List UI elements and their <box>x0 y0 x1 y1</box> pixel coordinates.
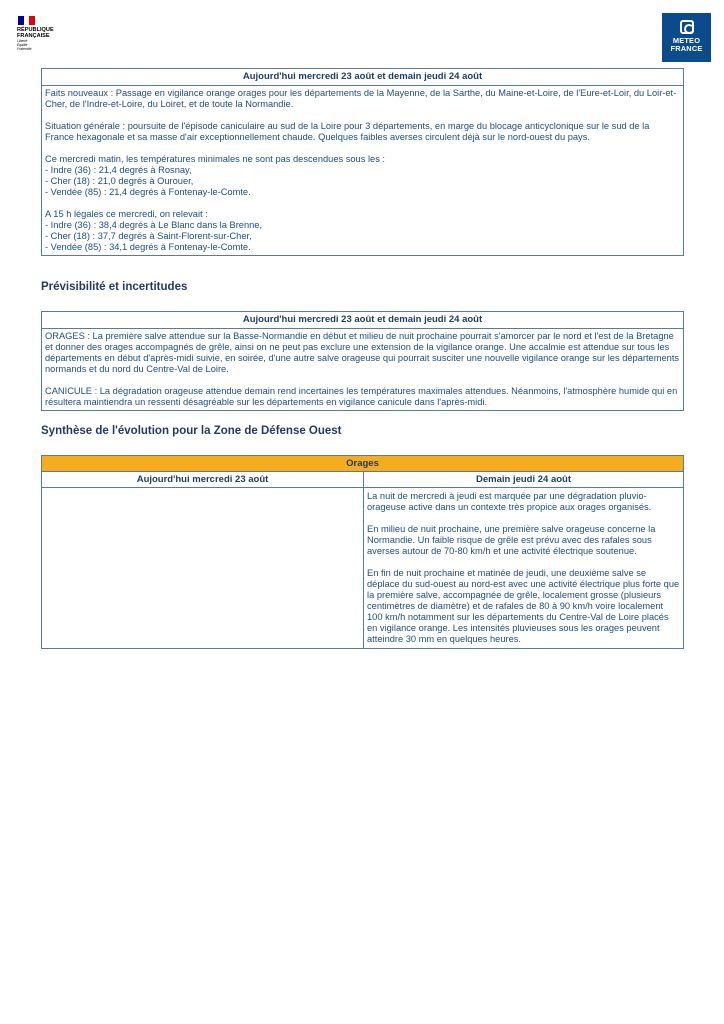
temperatures-minimales-intro: Ce mercredi matin, les températures minimales ne sont pas descendues sous les : <box>45 154 386 164</box>
meteo-france-symbol-icon <box>680 20 694 34</box>
synthese-col2-paragraph-3: En fin de nuit prochaine et matinée de jeudi, une deuxième salve se déplace du sud-ouest au nord-est avec une activité électrique plus forte que la première salve, accompagnée de grêle, localement grosse (plusieurs centimètres de diamètre) et de rafales de 80 à 90 km/h voire localement 100 km/h notamment sur les départements du Centre-Val de Loire placés en vigilance orange. Les intensités pluvieuses sous les orages peuvent atteindre 30 mm en quelques heures. <box>367 568 680 644</box>
tmin-cher: - Cher (18) : 21,0 degrés à Ourouer, <box>45 176 194 186</box>
motto-fraternite: Fraternité <box>17 46 32 51</box>
motto <box>17 40 77 51</box>
synthese-orages-header: Orages <box>42 456 684 472</box>
previsibilite-box-heading: Aujourd'hui mercredi 23 août et demain jeudi 24 août <box>42 312 683 329</box>
synthese-title: Synthèse de l'évolution pour la Zone de Défense Ouest <box>41 425 342 437</box>
tmax-indre: - Indre (36) : 38,4 degrés à Le Blanc dans la Brenne, <box>45 220 263 230</box>
tmin-vendee: - Vendée (85) : 21,4 degrés à Fontenay-le-Comte. <box>45 187 251 197</box>
motto-liberte: Liberté <box>17 39 28 43</box>
synthese-col1-title: Aujourd'hui mercredi 23 août <box>42 472 364 488</box>
releves-15h-intro: A 15 h légales ce mercredi, on relevait : <box>45 209 208 219</box>
meteo-france-logo <box>662 13 711 62</box>
previsibilite-title: Prévisibilité et incertitudes <box>41 281 188 293</box>
situation-box-heading: Aujourd'hui mercredi 23 août et demain jeudi 24 août <box>42 69 683 86</box>
synthese-col2-cell <box>364 488 684 649</box>
situation-generale-paragraph: Situation générale : poursuite de l'épisode caniculaire au sud de la Loire pour 3 départements, en marge du blocage anticyclonique sur le sud de la France hexagonale et sa masse d'air exceptionnellement chaude. Quelques faibles averses circulent déjà sur le nord-ouest du pays. <box>45 121 650 142</box>
flag-red-band <box>29 16 35 25</box>
tmax-vendee: - Vendée (85) : 34,1 degrés à Fontenay-le-Comte. <box>45 242 251 252</box>
synthese-table <box>41 455 684 649</box>
synthese-col1-cell <box>42 488 364 649</box>
canicule-paragraph: CANICULE : La dégradation orageuse attendue demain rend incertaines les températures maximales attendues. Néanmoins, l'atmosphère humide qui en résultera maintiendra un ressenti désagréable sur les départements en vigilance canicule dans l'après-midi. <box>45 386 678 407</box>
faits-nouveaux-paragraph: Faits nouveaux : Passage en vigilance orange orages pour les départements de la Mayenne, de la Sarthe, du Maine-et-Loire, de l'Eure-et-Loir, du Loir-et-Cher, de l'Indre-et-Loire, du Loiret, et de toute la Normandie. <box>45 88 677 109</box>
motto-egalite: Égalité <box>17 42 28 47</box>
synthese-col2-paragraph-2: En milieu de nuit prochaine, une première salve orageuse concerne la Normandie. Un faible risque de grêle est prévu avec des rafales sous averses autour de 70-80 km/h et une activité électrique soutenue. <box>367 524 656 556</box>
situation-box <box>41 68 684 256</box>
previsibilite-box-body <box>42 329 683 410</box>
situation-box-body <box>42 86 683 255</box>
synthese-col2-paragraph-1: La nuit de mercredi à jeudi est marquée par une dégradation pluvio-orageuse active dans un contexte très propice aux orages organisés. <box>367 491 652 512</box>
meteo-france-name <box>662 37 711 53</box>
tmax-cher: - Cher (18) : 37,7 degrés à Saint-Florent-sur-Cher, <box>45 231 252 241</box>
synthese-col2-title: Demain jeudi 24 août <box>364 472 684 488</box>
flag-icon <box>18 16 35 25</box>
previsibilite-box <box>41 311 684 411</box>
orages-paragraph: ORAGES : La première salve attendue sur la Basse-Normandie en début et milieu de nuit prochaine pourrait s'amorcer par le nord et l'est de la Bretagne et donner des orages accompagnés de grêle, ainsi on ne peut pas exclure une extension de la vigilance orange. Une accalmie est attendue sur tous les départements en début d'après-midi suivie, en soirée, d'une autre salve orageuse qui pourrait susciter une nouvelle vigilance orange sur les départements normands et du nord du Centre-Val de Loire. <box>45 331 680 374</box>
tmin-indre: - Indre (36) : 21,4 degrés à Rosnay, <box>45 165 192 175</box>
republique-text <box>17 27 77 39</box>
republique-line2: FRANÇAISE <box>17 33 50 39</box>
republique-francaise-logo <box>17 16 77 51</box>
meteo-line1: METEO <box>672 36 701 45</box>
meteo-line2: FRANCE <box>670 44 703 53</box>
republique-line1: RÉPUBLIQUE <box>17 27 54 33</box>
